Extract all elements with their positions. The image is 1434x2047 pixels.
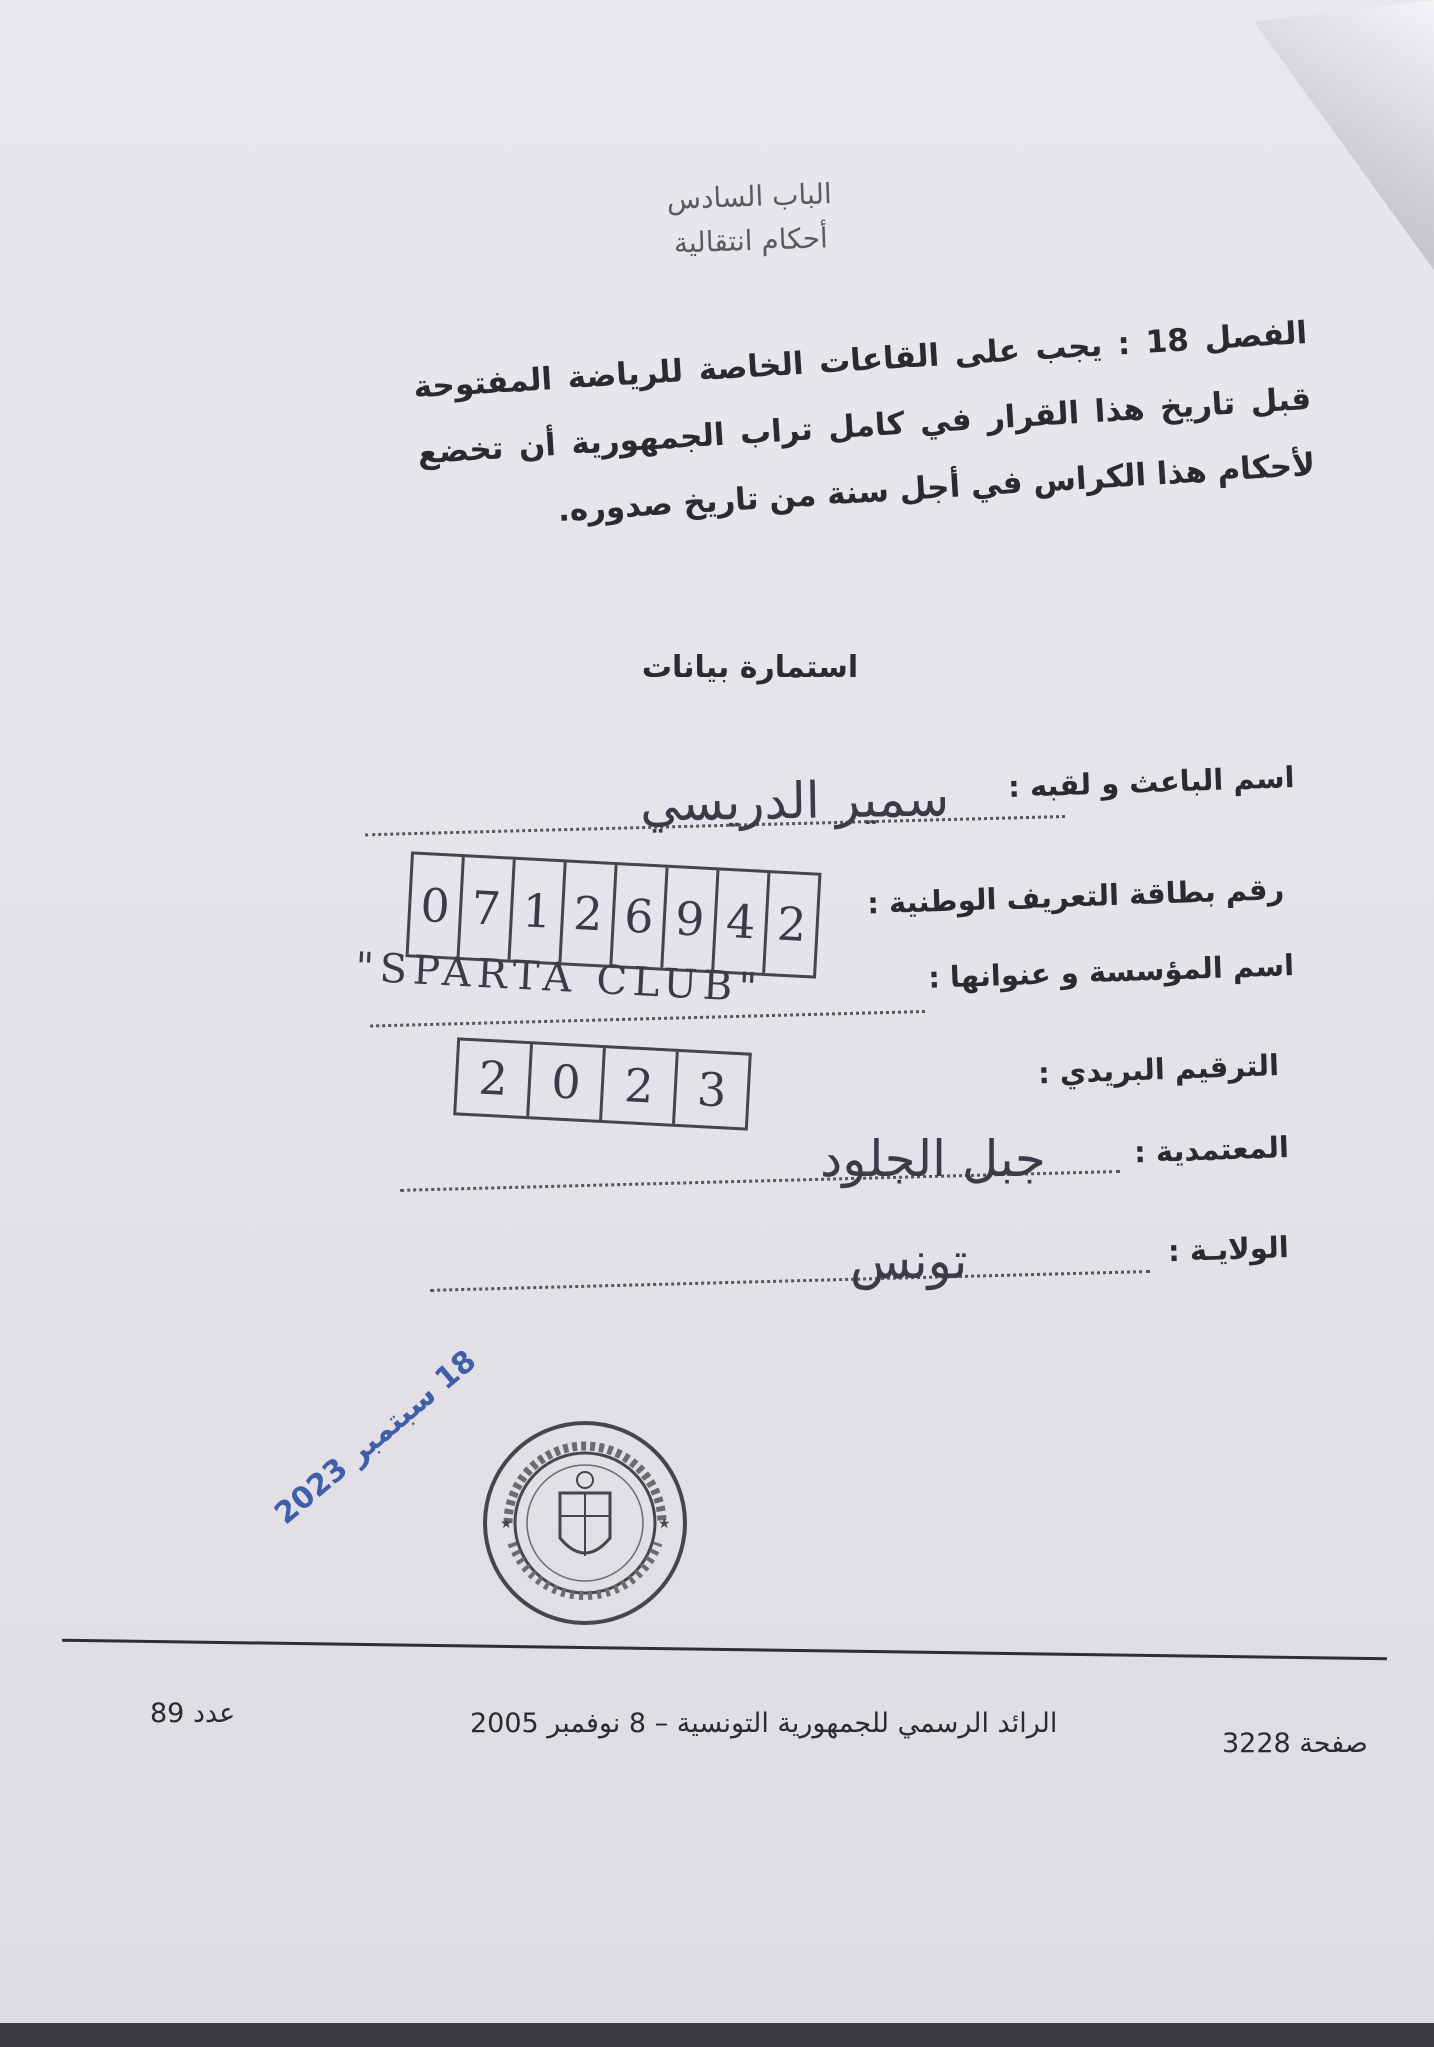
chapter-heading — [599, 170, 902, 268]
id-digit: 0 — [419, 877, 452, 934]
svg-text:★: ★ — [658, 1516, 671, 1532]
stamp-date: 18 سبتمبر 2023 — [268, 1343, 484, 1532]
field-name-label: اسم الباعث و لقبه : — [1007, 760, 1295, 804]
field-delegation-row — [1134, 1130, 1290, 1169]
id-digit: 9 — [660, 868, 716, 971]
issue-number: عدد 89 — [150, 1698, 236, 1729]
field-delegation-value: جبل الجلود — [820, 1130, 1046, 1188]
postal-code-boxes — [453, 1037, 752, 1130]
article-18: الفصل 18 : يجب على القاعات الخاصة للرياضة المفتوحة قبل تاريخ هذا القرار في كامل تراب الجمهورية أن تخضع لأحكام هذا الكراس في أجل سنة من تاريخ صدوره. — [412, 314, 1317, 529]
id-digit: 2 — [762, 873, 818, 976]
postal-digit: 2 — [599, 1048, 676, 1124]
id-digit: 2 — [558, 862, 614, 965]
field-institution-value: "SPARTA CLUB" — [354, 944, 764, 1012]
field-governorate-line — [430, 1270, 1150, 1292]
field-name-row — [1007, 760, 1294, 804]
postal-digit: 0 — [526, 1044, 603, 1120]
chapter-title: الباب السادس — [666, 177, 833, 216]
field-governorate-label: الولايـة : — [1167, 1230, 1290, 1269]
chapter-subtitle: أحكام انتقالية — [673, 221, 829, 260]
id-digit: 7 — [457, 857, 513, 960]
field-institution-line — [370, 1010, 925, 1028]
id-digit: 1 — [508, 860, 564, 963]
page-number: صفحة 3228 — [1222, 1728, 1368, 1759]
background-edge — [0, 2023, 1434, 2047]
field-name-value: سمير الدريسي — [639, 769, 950, 833]
folded-corner — [1254, 0, 1434, 270]
postal-digit: 2 — [477, 1050, 510, 1106]
field-governorate-row — [1168, 1230, 1290, 1268]
field-delegation-label: المعتمدية : — [1133, 1130, 1290, 1170]
gazette-title: الرائد الرسمي للجمهورية التونسية – 8 نوفمبر 2005 — [470, 1708, 1058, 1739]
field-governorate-value: تونس — [850, 1232, 968, 1290]
field-postal-label: الترقيم البريدي : — [1037, 1048, 1280, 1091]
field-id-row — [867, 872, 1285, 921]
id-digit: 6 — [609, 865, 665, 968]
field-institution-label: اسم المؤسسة و عنوانها : — [927, 948, 1295, 995]
field-institution-row — [928, 948, 1295, 995]
form-title: استمارة بيانات — [641, 650, 859, 685]
postal-digit: 3 — [672, 1052, 749, 1128]
field-id-label: رقم بطاقة التعريف الوطنية : — [866, 872, 1285, 921]
field-postal-row — [1038, 1048, 1280, 1090]
id-digit: 4 — [711, 870, 767, 973]
svg-text:★: ★ — [500, 1516, 513, 1532]
footer-rule — [62, 1639, 1387, 1660]
official-seal — [480, 1418, 690, 1628]
